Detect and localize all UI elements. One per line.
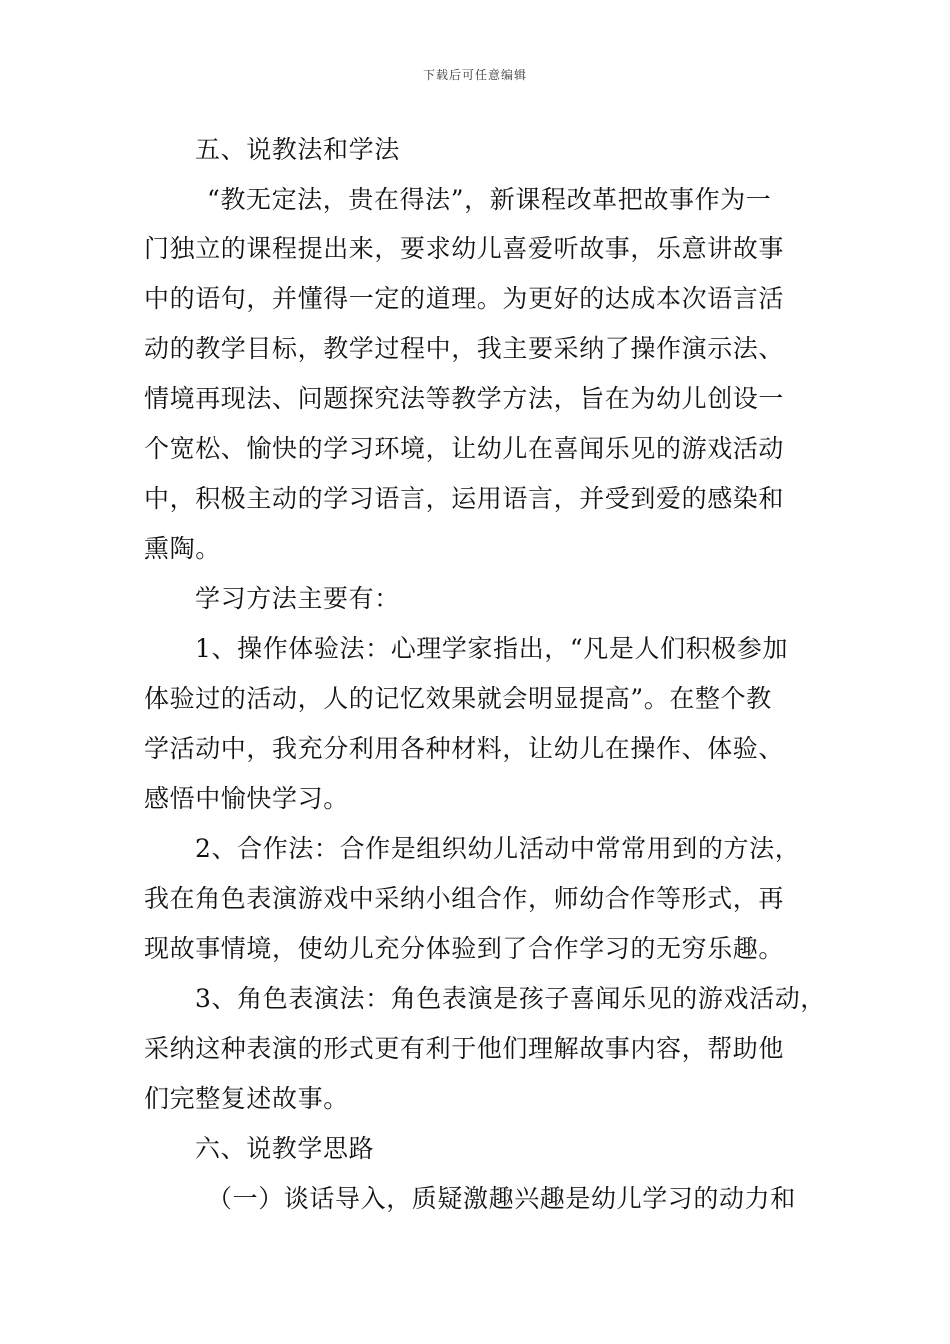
paragraph-line: 体验过的活动，人的记忆效果就会明显提高”。在整个教	[144, 684, 772, 713]
subheading-methods: 学习方法主要有：	[195, 584, 400, 613]
paragraph-line: 学活动中，我充分利用各种材料，让幼儿在操作、体验、	[144, 734, 785, 763]
paragraph-line: 门独立的课程提出来，要求幼儿喜爱听故事，乐意讲故事	[144, 234, 785, 263]
list-item-line: 2、合作法：合作是组织幼儿活动中常常用到的方法，	[195, 834, 801, 863]
list-item-line: 3、角色表演法：角色表演是孩子喜闻乐见的游戏活动，	[195, 984, 826, 1013]
paragraph-line: 采纳这种表演的形式更有利于他们理解故事内容，帮助他	[144, 1034, 785, 1063]
paragraph-line: 感悟中愉快学习。	[144, 784, 349, 813]
paragraph-line: 熏陶。	[144, 534, 221, 563]
paragraph-line: 动的教学目标，教学过程中，我主要采纳了操作演示法、	[144, 334, 785, 363]
paragraph-line: （一）谈话导入，质疑激趣兴趣是幼儿学习的动力和	[207, 1184, 796, 1213]
paragraph-line: 情境再现法、问题探究法等教学方法，旨在为幼儿创设一	[144, 384, 785, 413]
paragraph-line: 现故事情境，使幼儿充分体验到了合作学习的无穷乐趣。	[144, 934, 785, 963]
list-item-line: 1、操作体验法：心理学家指出，“凡是人们积极参加	[195, 634, 789, 663]
paragraph-line: 中，积极主动的学习语言，运用语言，并受到爱的感染和	[144, 484, 785, 513]
section-heading-6: 六、说教学思路	[195, 1134, 375, 1163]
section-heading-5: 五、说教法和学法	[195, 135, 400, 164]
paragraph-line: 们完整复述故事。	[144, 1084, 349, 1113]
paragraph-line: 个宽松、愉快的学习环境，让幼儿在喜闻乐见的游戏活动	[144, 434, 785, 463]
paragraph-line: “教无定法，贵在得法”，新课程改革把故事作为一	[207, 185, 772, 214]
page-header: 下载后可任意编辑	[422, 68, 527, 82]
paragraph-line: 我在角色表演游戏中采纳小组合作，师幼合作等形式，再	[144, 884, 785, 913]
paragraph-line: 中的语句，并懂得一定的道理。为更好的达成本次语言活	[144, 284, 785, 313]
